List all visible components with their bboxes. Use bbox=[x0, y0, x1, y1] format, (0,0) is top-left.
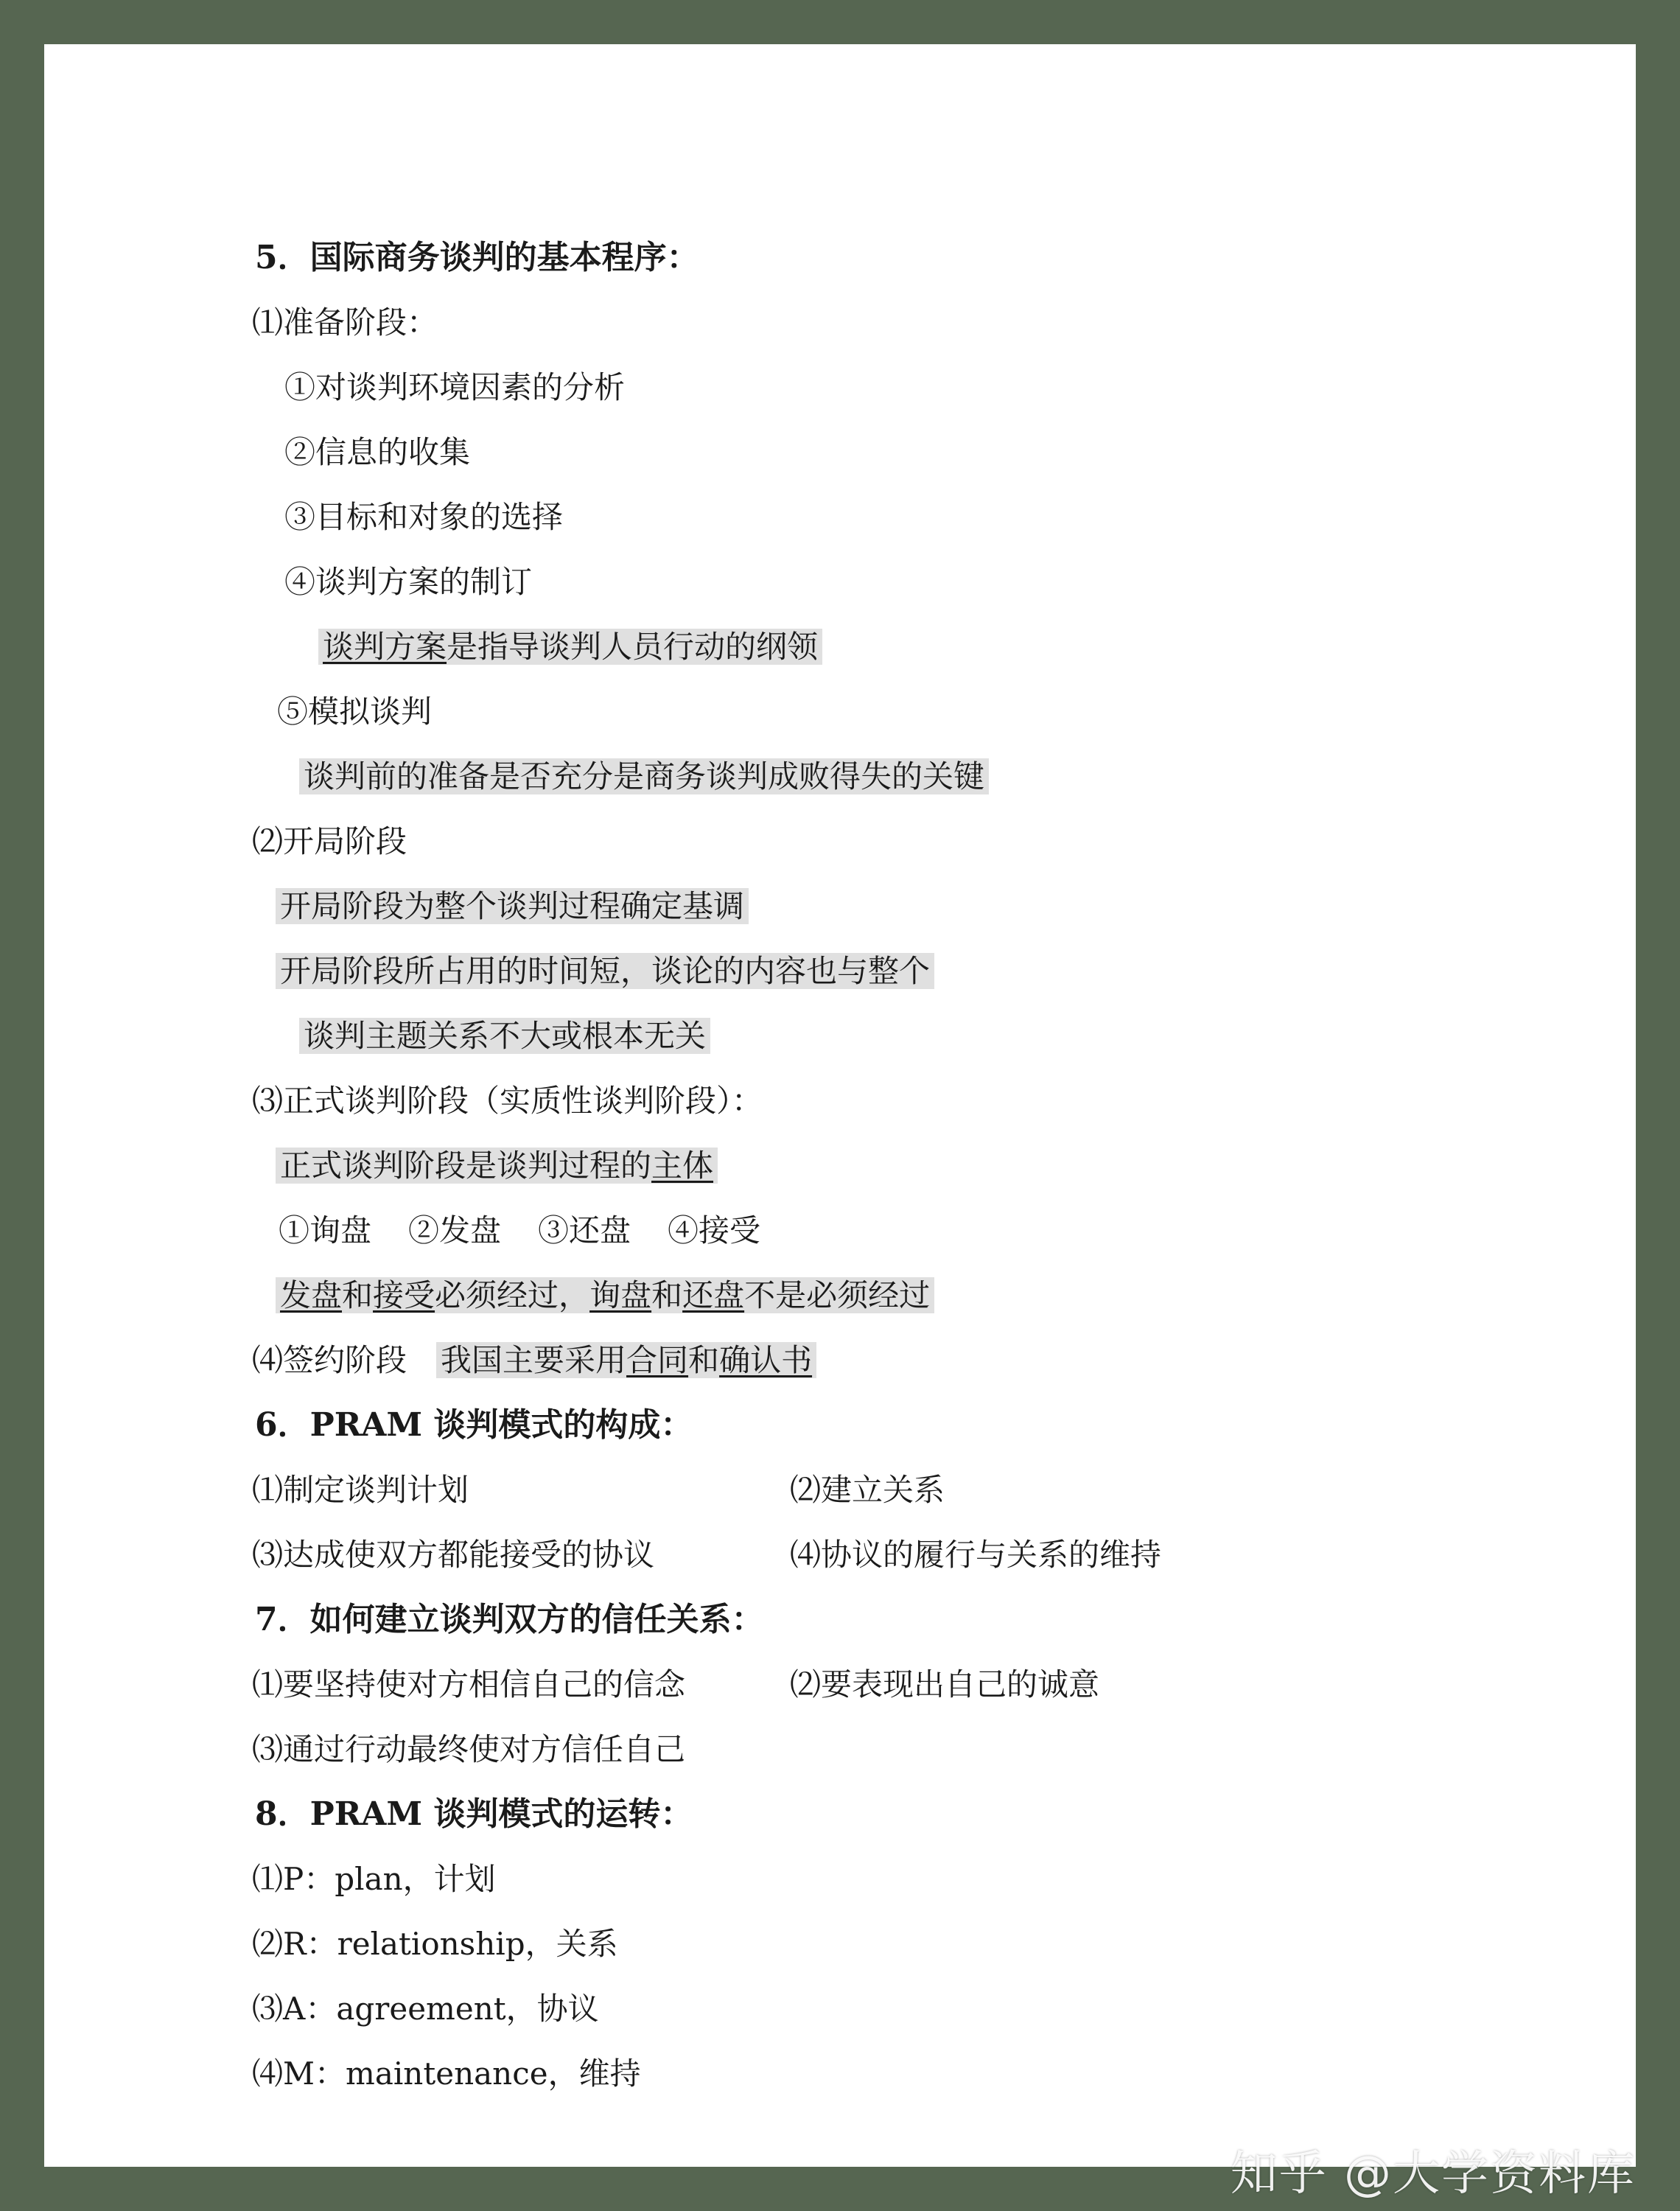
section-7-heading: 7．如何建立谈判双方的信任关系： bbox=[255, 1601, 764, 1638]
section-5-heading: 5．国际商务谈判的基本程序： bbox=[255, 239, 699, 276]
opening-note-1-text: 开局阶段为整个谈判过程确定基调 bbox=[276, 888, 749, 924]
pram-op-relationship: ⑵R：relationship，关系 bbox=[252, 1926, 618, 1962]
section-8-heading: 8．PRAM 谈判模式的运转： bbox=[255, 1795, 693, 1833]
conj-and-3: 和 bbox=[688, 1342, 720, 1378]
opening-stage-label: ⑵开局阶段 bbox=[252, 823, 407, 859]
opening-note-2 bbox=[276, 949, 934, 994]
trust-item-1: ⑴要坚持使对方相信自己的信念 bbox=[252, 1666, 686, 1702]
prep-key-note bbox=[299, 754, 989, 800]
term-contract: 合同 bbox=[626, 1342, 689, 1378]
conj-and-2: 和 bbox=[651, 1277, 683, 1313]
step-offer: ②发盘 bbox=[408, 1212, 502, 1248]
prep-item-2: ②信息的收集 bbox=[284, 434, 471, 470]
negotiation-steps bbox=[279, 1208, 760, 1254]
prep-key-note-text: 谈判前的准备是否充分是商务谈判成败得失的关键 bbox=[299, 758, 989, 794]
text-not-required: 不是必须经过 bbox=[744, 1277, 931, 1313]
signing-stage-label: ⑷签约阶段 bbox=[252, 1342, 407, 1378]
step-inquiry: ①询盘 bbox=[279, 1212, 372, 1248]
pram-item-4: ⑷协议的履行与关系的维持 bbox=[790, 1537, 1162, 1573]
section-6-heading: 6．PRAM 谈判模式的构成： bbox=[255, 1406, 693, 1444]
trust-item-3: ⑶通过行动最终使对方信任自己 bbox=[252, 1731, 686, 1767]
plan-note-term: 谈判方案 bbox=[323, 629, 447, 665]
opening-note-3-text: 谈判主题关系不大或根本无关 bbox=[299, 1018, 710, 1054]
prep-item-1: ①对谈判环境因素的分析 bbox=[284, 369, 626, 405]
term-offer: 发盘 bbox=[280, 1277, 343, 1313]
formal-note-1-term: 主体 bbox=[651, 1148, 714, 1184]
step-acceptance: ④接受 bbox=[668, 1212, 761, 1248]
signing-note-text: 我国主要采用 bbox=[441, 1342, 627, 1378]
prep-item-5: ⑤模拟谈判 bbox=[277, 694, 433, 730]
plan-note-text: 是指导谈判人员行动的纲领 bbox=[447, 629, 819, 665]
formal-stage-label: ⑶正式谈判阶段（实质性谈判阶段）： bbox=[252, 1083, 763, 1119]
pram-item-2: ⑵建立关系 bbox=[790, 1472, 945, 1508]
trust-item-2: ⑵要表现出自己的诚意 bbox=[790, 1666, 1100, 1702]
prep-item-3: ③目标和对象的选择 bbox=[284, 499, 564, 535]
term-confirmation: 确认书 bbox=[719, 1342, 813, 1378]
pram-item-1: ⑴制定谈判计划 bbox=[252, 1472, 469, 1508]
opening-note-1 bbox=[276, 884, 749, 929]
pram-op-agreement: ⑶A：agreement，协议 bbox=[252, 1991, 599, 2027]
formal-note-1 bbox=[276, 1143, 718, 1189]
pram-item-3: ⑶达成使双方都能接受的协议 bbox=[252, 1537, 655, 1573]
formal-note-2 bbox=[276, 1273, 934, 1318]
term-acceptance: 接受 bbox=[373, 1277, 435, 1313]
prep-stage-label: ⑴准备阶段： bbox=[252, 304, 438, 340]
zhihu-watermark: 知乎 @大学资料库 bbox=[1230, 2147, 1636, 2201]
plan-note bbox=[318, 624, 822, 670]
pram-op-plan: ⑴P：plan，计划 bbox=[252, 1861, 496, 1897]
document-page bbox=[44, 44, 1636, 2167]
step-counter-offer: ③还盘 bbox=[538, 1212, 631, 1248]
term-counter-offer: 还盘 bbox=[682, 1277, 745, 1313]
signing-stage bbox=[252, 1338, 816, 1383]
pram-op-maintenance: ⑷M：maintenance，维持 bbox=[252, 2055, 641, 2092]
document-content bbox=[44, 44, 1636, 2167]
opening-note-3 bbox=[299, 1013, 710, 1059]
opening-note-2-text: 开局阶段所占用的时间短，谈论的内容也与整个 bbox=[276, 953, 934, 989]
conj-and-1: 和 bbox=[342, 1277, 374, 1313]
prep-item-4: ④谈判方案的制订 bbox=[284, 564, 533, 600]
term-inquiry: 询盘 bbox=[589, 1277, 652, 1313]
formal-note-1-text: 正式谈判阶段是谈判过程的 bbox=[280, 1148, 652, 1184]
text-required: 必须经过， bbox=[435, 1277, 590, 1313]
